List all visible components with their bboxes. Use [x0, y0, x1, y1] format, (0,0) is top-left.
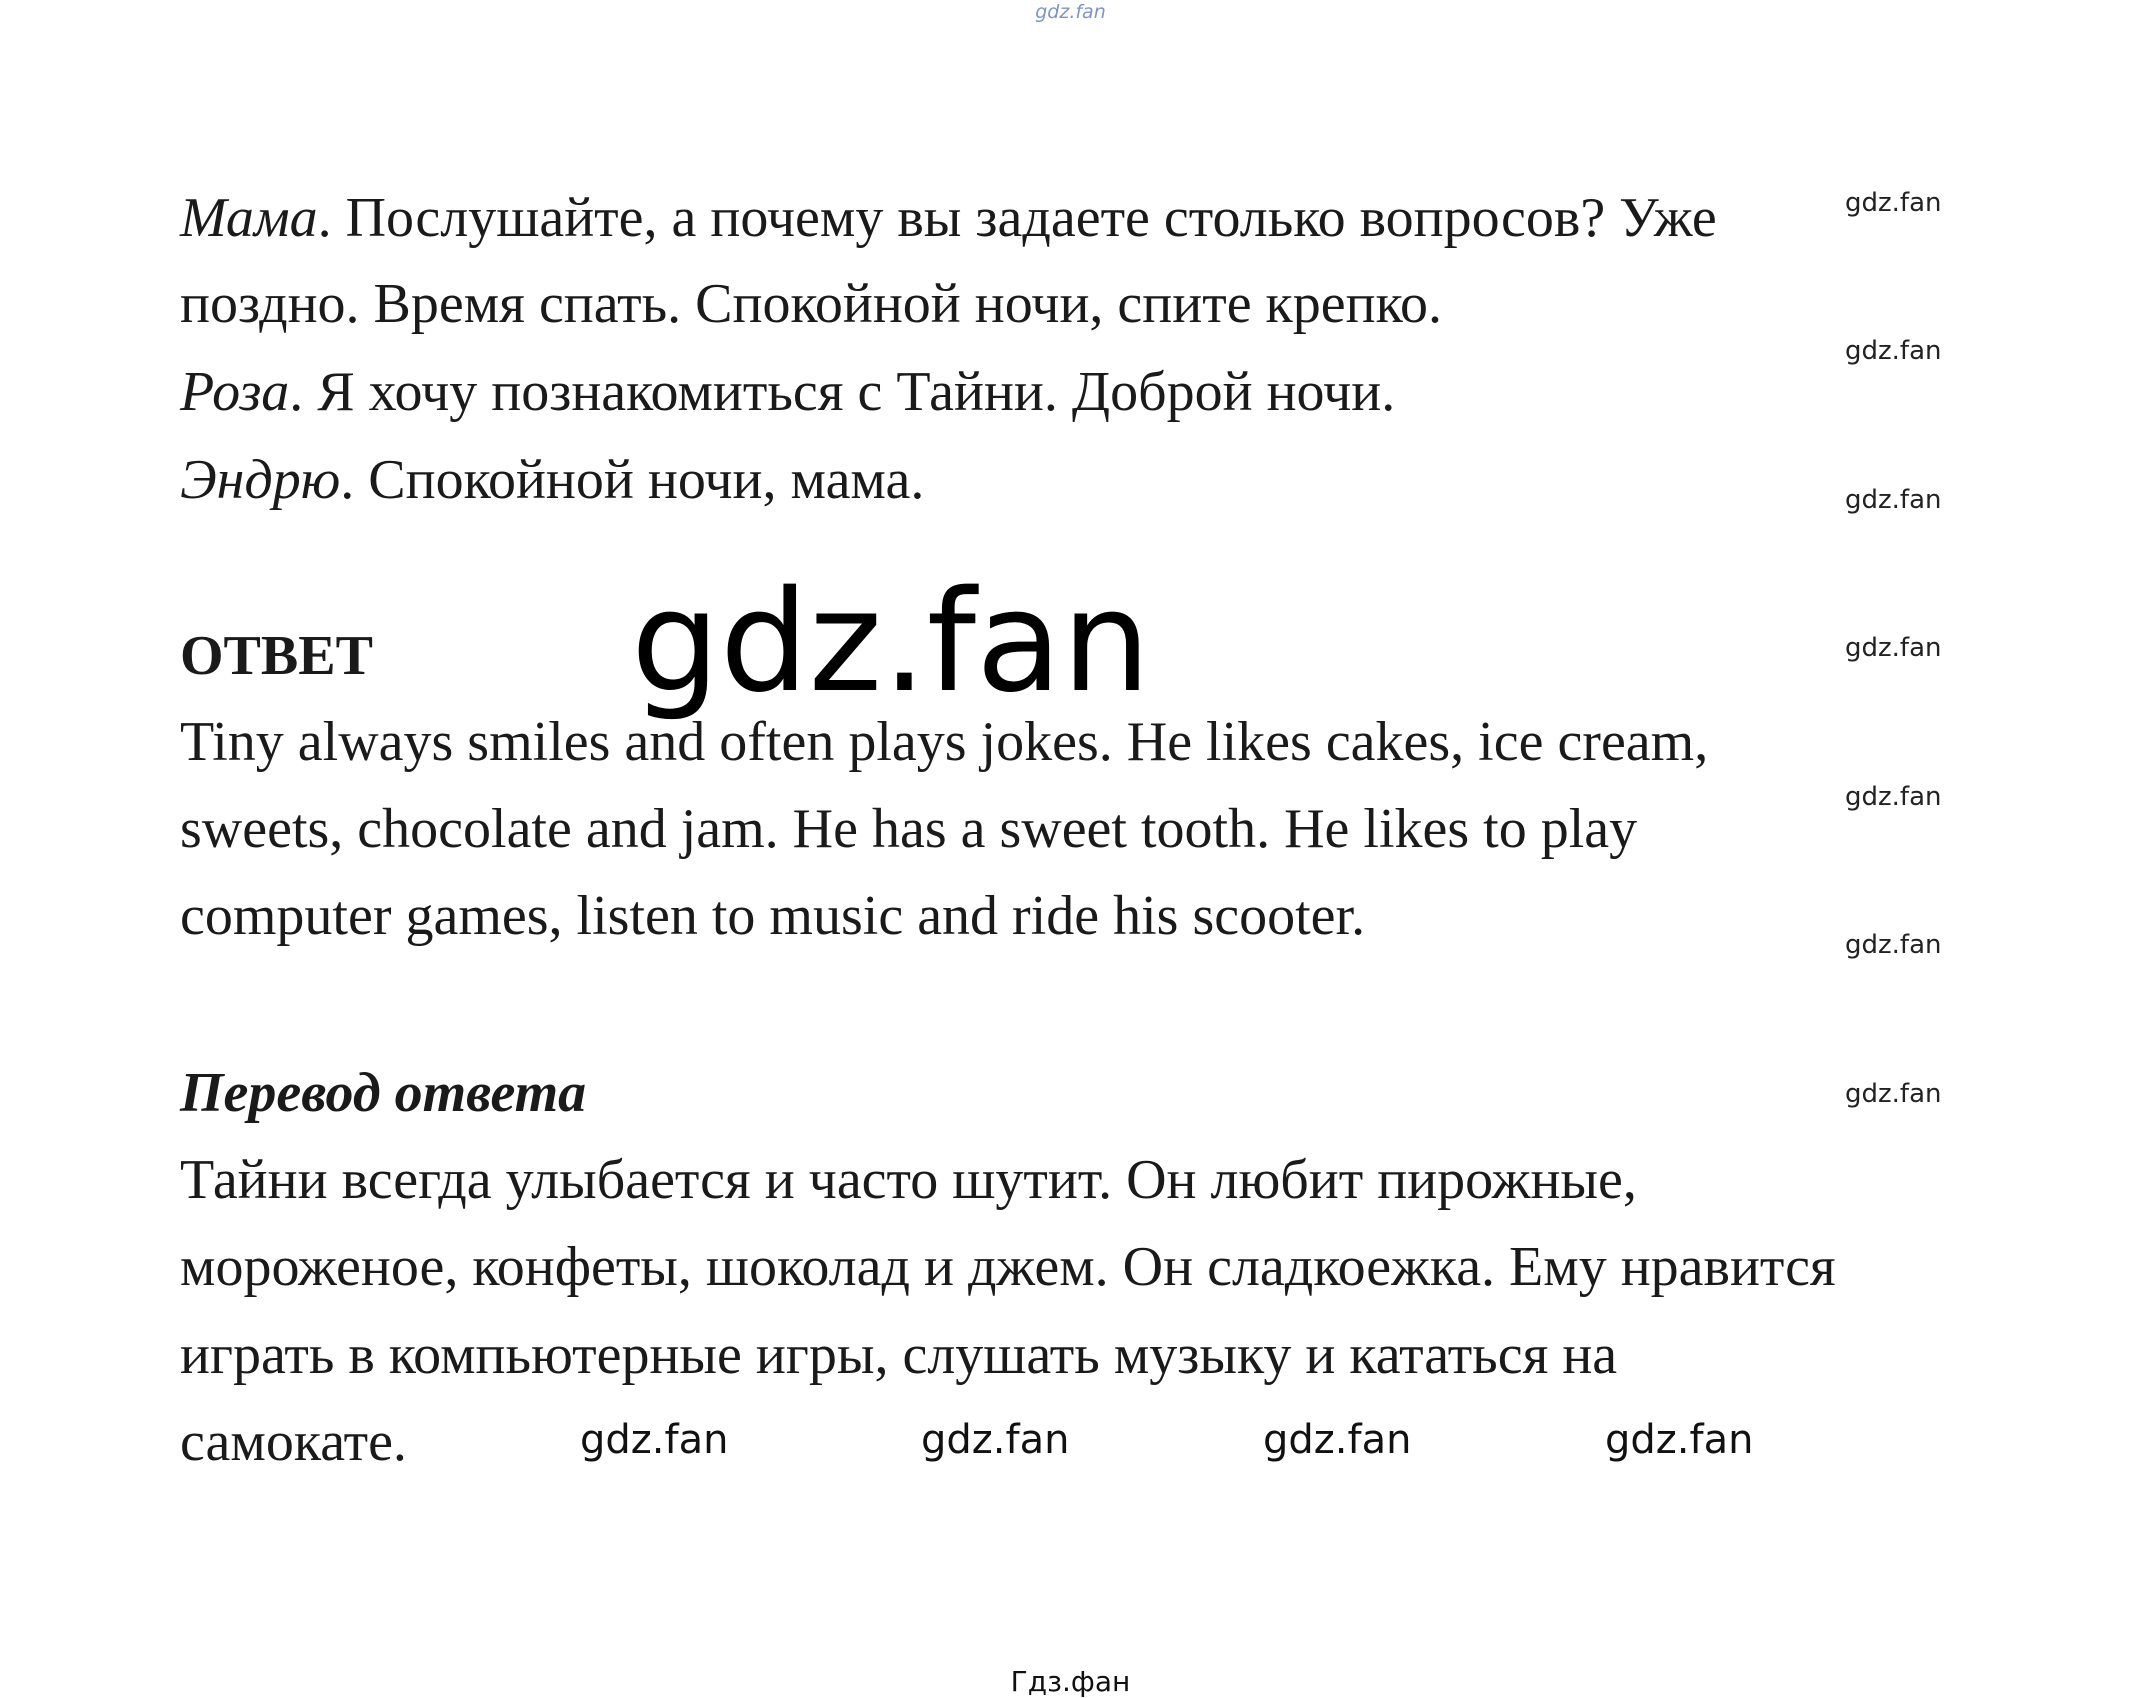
- header-watermark: gdz.fan: [1035, 1, 1106, 23]
- dialogue-text: поздно. Время спать. Спокойной ночи, спите крепко.: [180, 273, 1442, 335]
- side-watermark: gdz.fan: [1845, 782, 1942, 812]
- row-watermark: gdz.fan: [1263, 1417, 1412, 1463]
- side-watermark: gdz.fan: [1845, 1079, 1942, 1109]
- dialogue-text: . Спокойной ночи, мама.: [340, 449, 925, 511]
- translation-line-1: Тайни всегда улыбается и часто шутит. Он любит пирожные,: [180, 1149, 1637, 1211]
- dialogue-line-1: [180, 186, 1717, 250]
- dialogue-line-2: [180, 272, 1442, 336]
- translation-heading: Перевод ответа: [180, 1062, 587, 1124]
- side-watermark: gdz.fan: [1845, 930, 1942, 960]
- answer-line-1: Tiny always smiles and often plays jokes. He likes cakes, ice cream,: [180, 711, 1709, 773]
- side-watermark: gdz.fan: [1845, 633, 1942, 663]
- answer-line-2: sweets, chocolate and jam. He has a sweet tooth. He likes to play: [180, 798, 1638, 860]
- side-watermark: gdz.fan: [1845, 188, 1942, 218]
- translation-line-2: мороженое, конфеты, шоколад и джем. Он сладкоежка. Ему нравится: [180, 1236, 1836, 1298]
- row-watermark: gdz.fan: [921, 1417, 1070, 1463]
- row-watermark: gdz.fan: [1605, 1417, 1754, 1463]
- footer-text: Гдз.фан: [1010, 1665, 1131, 1698]
- row-watermark: gdz.fan: [580, 1417, 729, 1463]
- dialogue-text: . Послушайте, а почему вы задаете столько вопросов? Уже: [317, 187, 1717, 249]
- dialogue-line-4: [180, 448, 924, 512]
- speaker-name: Мама: [180, 187, 318, 249]
- answer-heading: ОТВЕТ: [180, 625, 373, 687]
- speaker-name: Роза: [180, 361, 290, 423]
- side-watermark: gdz.fan: [1845, 485, 1942, 515]
- side-watermark: gdz.fan: [1845, 336, 1942, 366]
- speaker-name: Эндрю: [180, 449, 341, 511]
- dialogue-text: . Я хочу познакомиться с Тайни. Доброй ночи.: [289, 361, 1396, 423]
- translation-line-3: играть в компьютерные игры, слушать музыку и кататься на: [180, 1324, 1618, 1386]
- answer-line-3: computer games, listen to music and ride his scooter.: [180, 885, 1366, 947]
- translation-line-4: самокате.: [180, 1411, 407, 1473]
- big-watermark: gdz.fan: [631, 561, 1151, 724]
- dialogue-line-3: [180, 360, 1395, 424]
